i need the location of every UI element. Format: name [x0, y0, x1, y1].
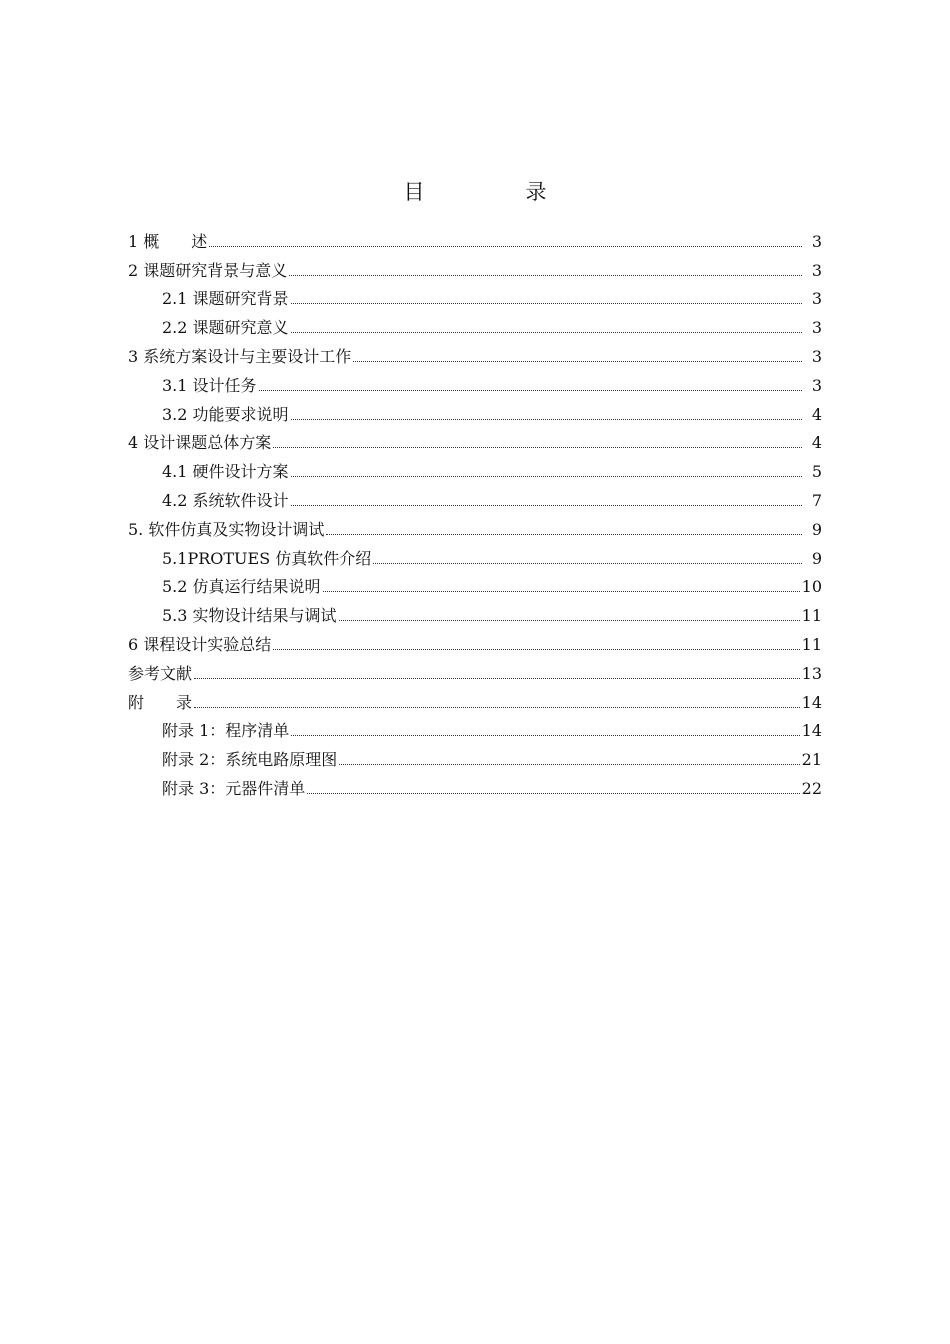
toc-entry-label: 3.2 功能要求说明: [162, 404, 289, 424]
toc-entry-page-number: 3: [811, 231, 822, 251]
dot-leader: [291, 505, 802, 506]
toc-entry-label: 1 概 述: [128, 231, 208, 251]
toc-entry[interactable]: [128, 569, 831, 598]
toc-entry-label: 5.1PROTUES 仿真软件介绍: [162, 548, 372, 568]
dot-leader: [326, 534, 802, 535]
dot-leader: [194, 707, 800, 708]
toc-entry-label: 4.1 硬件设计方案: [162, 462, 289, 482]
dot-leader: [259, 390, 802, 391]
toc-entry-page-number: 13: [801, 663, 822, 683]
dot-leader: [307, 793, 799, 794]
toc-entry-label: 4 设计课题总体方案: [128, 433, 272, 453]
toc-entry-label: 附 录: [128, 692, 193, 712]
toc-entry-page-number: 9: [811, 519, 822, 539]
dot-leader: [291, 419, 802, 420]
toc-entry-label: 3 系统方案设计与主要设计工作: [128, 346, 352, 366]
toc-entry[interactable]: [128, 770, 831, 799]
toc-entry-page-number: 3: [811, 289, 822, 309]
toc-entry[interactable]: [128, 511, 831, 540]
dot-leader: [273, 447, 802, 448]
toc-entry[interactable]: [128, 367, 831, 396]
dot-leader: [373, 563, 802, 564]
toc-entry[interactable]: [128, 713, 831, 742]
toc-entry-label: 3.1 设计任务: [162, 375, 257, 395]
toc-entry-page-number: 21: [801, 750, 822, 770]
toc-entry[interactable]: [128, 425, 831, 454]
toc-entry-label: 参考文献: [128, 663, 193, 683]
toc-entry[interactable]: [128, 684, 831, 713]
toc-entry-label: 2.1 课题研究背景: [162, 289, 289, 309]
toc-entry-page-number: 10: [801, 577, 822, 597]
toc-entry-label: 2.2 课题研究意义: [162, 318, 289, 338]
toc-entry-page-number: 4: [811, 433, 822, 453]
toc-entry-page-number: 22: [801, 778, 822, 798]
dot-leader: [291, 476, 802, 477]
toc-entry-label: 附录 2：系统电路原理图: [162, 750, 338, 770]
toc-entry[interactable]: [128, 223, 831, 252]
toc-entry[interactable]: [128, 453, 831, 482]
toc-title: 目 录: [403, 180, 587, 204]
toc-entry-page-number: 9: [811, 548, 822, 568]
dot-leader: [353, 361, 802, 362]
toc-entry-page-number: 3: [811, 375, 822, 395]
toc-entry-page-number: 3: [811, 318, 822, 338]
toc-entry-label: 附录 1：程序清单: [162, 721, 290, 741]
toc-entry[interactable]: [128, 281, 831, 310]
dot-leader: [339, 764, 799, 765]
dot-leader: [291, 332, 802, 333]
toc-entry[interactable]: [128, 482, 831, 511]
toc-entry[interactable]: [128, 655, 831, 684]
toc-entry[interactable]: [128, 540, 831, 569]
dot-leader: [291, 303, 802, 304]
toc-entry-label: 4.2 系统软件设计: [162, 490, 289, 510]
toc-entry[interactable]: [128, 252, 831, 281]
toc-entry[interactable]: [128, 626, 831, 655]
toc-entry-page-number: 3: [811, 346, 822, 366]
toc-entry-page-number: 3: [811, 260, 822, 280]
toc-entry-page-number: 14: [801, 692, 822, 712]
table-of-contents: [128, 223, 831, 799]
dot-leader: [289, 275, 802, 276]
toc-entry-page-number: 4: [811, 404, 822, 424]
dot-leader: [323, 591, 800, 592]
toc-entry-page-number: 11: [801, 606, 822, 626]
toc-entry-label: 2 课题研究背景与意义: [128, 260, 288, 280]
toc-entry[interactable]: [128, 338, 831, 367]
toc-entry-label: 5. 软件仿真及实物设计调试: [128, 519, 325, 539]
toc-entry-page-number: 5: [811, 462, 822, 482]
toc-entry[interactable]: [128, 597, 831, 626]
toc-entry[interactable]: [128, 396, 831, 425]
toc-entry-page-number: 7: [811, 490, 822, 510]
toc-entry[interactable]: [128, 741, 831, 770]
dot-leader: [194, 678, 800, 679]
dot-leader: [339, 620, 800, 621]
dot-leader: [273, 649, 799, 650]
dot-leader: [291, 735, 799, 736]
toc-entry-page-number: 14: [801, 721, 822, 741]
toc-entry-label: 5.3 实物设计结果与调试: [162, 606, 337, 626]
toc-entry-label: 6 课程设计实验总结: [128, 634, 272, 654]
dot-leader: [209, 246, 802, 247]
toc-entry-label: 附录 3：元器件清单: [162, 778, 306, 798]
toc-entry-label: 5.2 仿真运行结果说明: [162, 577, 321, 597]
toc-entry-page-number: 11: [801, 634, 822, 654]
toc-entry[interactable]: [128, 309, 831, 338]
